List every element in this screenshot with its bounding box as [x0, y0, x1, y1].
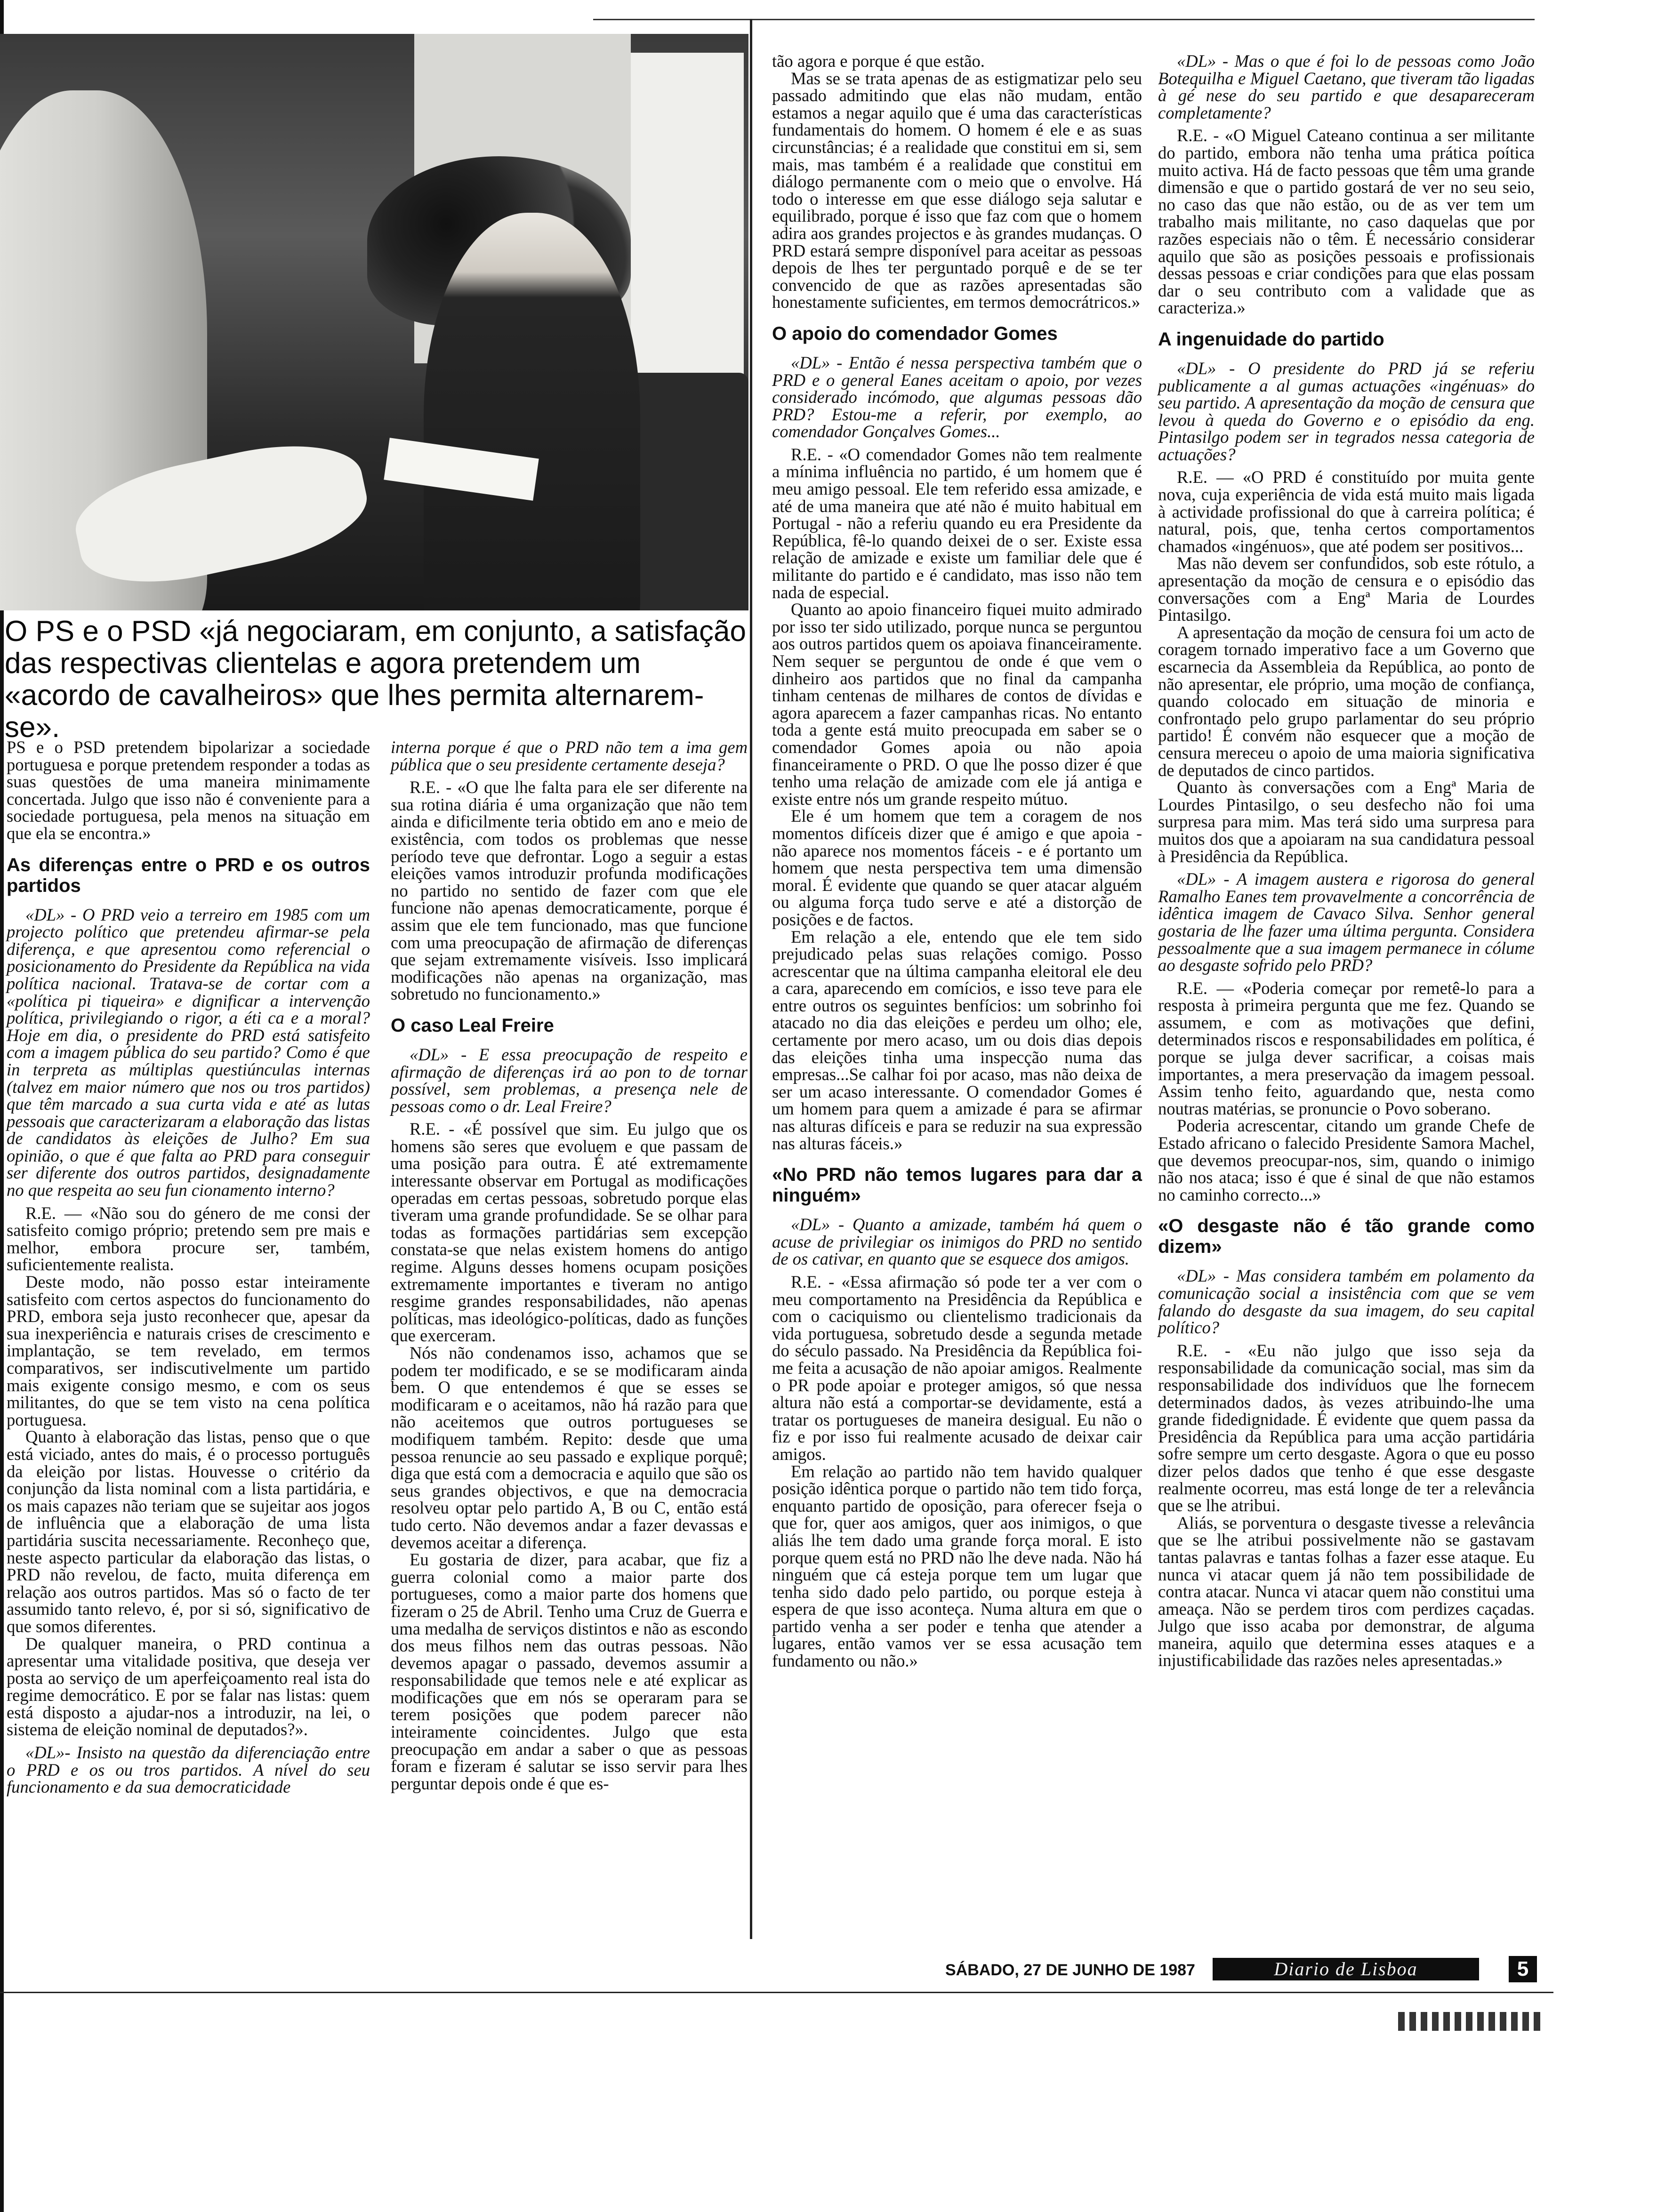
question: «DL» - O presidente do PRD já se referiu publicamente a al gumas actuações «ingénuas» do seu partido. A apresentação da moção de censura que levou à queda do Governo e o episódio da eng. Pintasilgo podem ser in tegrados nessa categoria de actuações? [1158, 358, 1535, 464]
paragraph: R.E. — «Não sou do género de me consi der satisfeito comigo próprio; pretendo sem pre mais e melhor, embora procure ser, também, suficientemente realista. [7, 1203, 370, 1274]
column-1 [7, 739, 370, 1796]
paragraph: R.E. — «O PRD é constituído por muita gente nova, cuja experiência de vida está muito mais ligada à actividade profissional do que à carreira política; é natural, pois, que, tenha certos comportamentos chamados «ingénuos», que até podem ser positivos... [1158, 467, 1535, 556]
question: «DL» - Mas considera também em polamento da comunicação social a insistência com que se vem falando do desgaste da sua imagem, do seu capital político? [1158, 1266, 1535, 1338]
question: «DL» - O PRD veio a terreiro em 1985 com um projecto político que pretendeu afirmar-se pela diferença, e que apresentou como referencial o posicionamento do Presidente da República na vida política nacional. Tratava-se de cortar com a «política pi tiqueira» e dignificar a intervenção política, privilegiando o rigor, a éti ca e a moral? Hoje em dia, o presidente do PRD está satisfeito com a imagem pública do seu partido? Como é que in terpreta as múltiplas questiúnculas internas (talvez em maior número que nos ou tros partidos) que têm marcado a sua curta vida e até as lutas pessoais que caracterizaram a elaboração das listas de candidatos às eleições de Julho? Em sua opinião, o que é que falta ao PRD para conseguir ser diferente dos outros partidos, designadamente no que respeita ao seu fun cionamento interno? [7, 905, 370, 1200]
issue-date: SÁBADO, 27 DE JUNHO DE 1987 [945, 1961, 1195, 1979]
footer-rule [0, 1992, 1553, 1993]
paragraph: Quanto à elaboração das listas, penso que o que está viciado, antes do mais, é o processo português da eleição por listas. Houvesse o critério da conjunção da lista nominal com a lista partidária, e os mais capazes não teriam que se sujeitar aos jogos de influência que a elaboração de uma lista partidária suscita necessariamente. Reconheço que, neste aspecto particular da elaboração das listas, o PRD não revelou, de facto, muita diferença em relação aos outros partidos. Mas só o facto de ter assumido tanto relevo, é, por si só, significativo de que somos diferentes. [7, 1427, 370, 1636]
photo-caption: O PS e o PSD «já negociaram, em conjunto, a satisfação das respectivas clientelas e agora pretendem um «acordo de cavalheiros» que lhes permita alternarem-se». [5, 615, 746, 744]
paragraph: Aliás, se porventura o desgaste tivesse a relevância que se lhe atribui possivelmente não se gastavam tantas palavras e tantas folhas a fazer esse ataque. Eu nunca vi atacar quem já não tem possibilidade de contra atacar. Nunca vi atacar quem não constitui uma ameaça. Não se perdem tiros com perdizes caçadas. Julgo que isso acaba por demonstrar, de alguma maneira, aquilo que determina esses ataques e a injustificabilidade das razões neles apresentadas.» [1158, 1513, 1535, 1670]
paragraph: R.E. - «O comendador Gomes não tem realmente a mínima influência no partido, é um homem que é meu amigo pessoal. Ele tem referido essa amizade, e até de uma maneira que até não é muito habitual em Portugal - não a referiu quando eu era Presidente da República, fê-lo quando deixei de o ser. Existe essa relação de amizade e existe um familiar dele que é militante do partido e é candidato, mas isso não tem nada de especial. [772, 444, 1142, 602]
paragraph: Mas se se trata apenas de as estigmatizar pelo seu passado admitindo que elas não mudam, então estamos a negar aquilo que é uma das características fundamentais do homem. O homem é ele e as suas circunstâncias; é a realidade que constitui em si, sem mais, mas também é a realidade que constitui em diálogo permanente com o meio que o envolve. Há todo o interesse em que esse diálogo seja salutar e equilibrado, porque é isso que faz com que o homem adira aos grandes projectos e às grandes mudanças. O PRD estará sempre disponível para aceitar as pessoas depois de lhes ter perguntado porquê e de se ter convencido de que as razões apresentadas são honestamente suficientes, em termos democrátricos.» [772, 68, 1142, 312]
question: «DL» - E essa preocupação de respeito e afirmação de diferenças irá ao pon to de tornar possível, sem problemas, a presença nele de pessoas como o dr. Leal Freire? [391, 1044, 748, 1116]
subheading: As diferenças entre o PRD e os outros partidos [7, 854, 370, 896]
paragraph: Deste modo, não posso estar inteiramente satisfeito com certos aspectos do funcionamento do PRD, embora seja justo reconhecer que, apesar da sua inexperiência e naturais crises de crescimento e implantação, se tem revelado, em termos comparativos, ser indiscutivelmente um partido mais exigente consigo mesmo, e com os seus militantes, do que se tem visto na cena política portuguesa. [7, 1272, 370, 1429]
top-rule [593, 19, 1535, 20]
question: «DL» - Quanto a amizade, também há quem o acuse de privilegiar os inimigos do PRD no sentido de os cativar, en quanto que se esquece dos amigos. [772, 1215, 1142, 1269]
column-3 [772, 53, 1142, 1670]
paragraph: Quanto ao apoio financeiro fiquei muito admirado por isso ter sido utilizado, porque nunca se perguntou aos outros partidos quem os apoiava financeiramente. Nem sequer se perguntou de onde é que vem o dinheiro aos partidos que no final da campanha tinham centenas de milhares de contos de dívidas e agora aparecem a fazer campanhas ricas. No entanto toda a gente está muito preocupada em saber se o comendador Gomes apoia ou não apoia financeiramente o PRD. O que lhe posso dizer é que tenho uma relação de amizade com ele já antiga e existe entre nós um grande respeito mútuo. [772, 600, 1142, 809]
subheading: «O desgaste não é tão grande como dizem» [1158, 1216, 1535, 1258]
question: interna porque é que o PRD não tem a ima gem pública que o seu presidente certamente deseja? [391, 737, 748, 774]
paragraph: PS e o PSD pretendem bipolarizar a sociedade portuguesa e porque pretendem responder a todas as suas questões de uma maneira minimamente concertada. Julgo que isso não é conveniente para a sociedade portuguesa, pela menos na situação em que ela se encontra.» [7, 737, 370, 843]
decorative-dots [1398, 2012, 1544, 2031]
paragraph: Ele é um homem que tem a coragem de nos momentos difíceis dizer que é amigo e que apoia - não aparece nos momentos fáceis - e é portanto um homem que nesta perspectiva tem uma dimensão moral. É evidente que quando se quer atacar alguém ou alguma força tudo serve e até a distorção de posições e de factos. [772, 806, 1142, 929]
question: «DL» - A imagem austera e rigorosa do general Ramalho Eanes tem provavelmente a concorrência de idêntica imagem de Cavaco Silva. Senhor general gostaria de lhe fazer uma última pergunta. Considera pessoalmente que a sua imagem permanece in cólume ao desgaste sofrido pelo PRD? [1158, 869, 1535, 975]
paragraph: R.E. — «Poderia começar por remetê-lo para a resposta à primeira pergunta que me fez. Quando se assumem, e com as motivações que defini, determinados riscos e responsabilidades em política, é porque se julga dever sacrificar, a coisas mais importantes, a mera preservação da imagem pessoal. Assim tenho feito, aguardando que, nesta como noutras matérias, se pronuncie o Povo soberano. [1158, 978, 1535, 1118]
subheading: «No PRD não temos lugares para dar a ninguém» [772, 1164, 1142, 1206]
paragraph: Mas não devem ser confundidos, sob este rótulo, a apresentação da moção de censura e o episódio das conversações com a Engª Maria de Lourdes Pintasilgo. [1158, 553, 1535, 625]
interview-photo [0, 34, 748, 610]
column-divider [750, 19, 752, 1939]
question: «DL» - Mas o que é foi lo de pessoas como João Botequilha e Miguel Caetano, que tiveram tão ligadas à gé nese do seu partido e que desapareceram completamente? [1158, 51, 1535, 122]
paragraph: tão agora e porque é que estão. [772, 51, 985, 71]
photo-interviewee [424, 213, 640, 610]
subheading: O caso Leal Freire [391, 1015, 554, 1036]
column-4 [1158, 53, 1535, 1669]
paragraph: R.E. - «O que lhe falta para ele ser diferente na sua rotina diária é uma organização que não tem ainda e dificilmente teria obtido em ano e meio de existência, com todos os problemas que nesse período teve que defrontar. Logo a seguir a estas eleições vamos introduzir profunda modificações no partido no sentido de fazer com que ele funcione não apenas democraticamente, porque é assim que ele tem funcionado, mas que funcione com uma preocupação de afirmação de diferenças que sejam extremamente visíveis. Isso implicará modificações não apenas na organização, mas sobretudo no funcionamento.» [391, 777, 748, 1004]
paragraph: Em relação a ele, entendo que ele tem sido prejudicado pelas suas relações comigo. Posso acrescentar que na última campanha eleitoral ele deu a cara, aparecendo em comícios, e isso teve para ele entre outros os seguintes benfícios: um sobrinho foi atacado no dia das eleições e perdeu um olho; ele, certamente por mero acaso, um ou dois dias depois das eleições tinha uma inspecção numa das empresas...Se calhar foi por acaso, mas não deixa de ser um acaso interessante. O comendador Gomes é um homem para quem a amizade é para se afirmar nas alturas difíceis e para se reduzir na sua expressão nas alturas fáceis.» [772, 927, 1142, 1153]
paragraph: R.E. - «Essa afirmação só pode ter a ver com o meu comportamento na Presidência da República e com o caciquismo ou clientelismo tradicionais da vida portuguesa, sobretudo desde a segunda metade do século passado. Na Presidência da República foi-me feita a acusação de não apoiar amigos. Realmente o PR pode apoiar e proteger amigos, só que nessa altura não está a comportar-se devidamente, está a tratar os portugueses de maneira desigual. Eu não o fiz e por isso fui realmente acusado de deixar cair amigos. [772, 1272, 1142, 1464]
paragraph: R.E. - «O Miguel Cateano continua a ser militante do partido, embora não tenha uma prática poítica muito activa. Há de facto pessoas que têm uma grande dimensão e que o partido gostará de ver no seu seio, no caso das que não estão, ou de as ver tem um trabalho mais militante, no caso daquelas que por razões especiais não o têm. É necessário considerar aquilo que são as posições pessoais e profissionais dessas pessoas e criar condições para que elas possam dar o seu contributo com a validade que as caracteriza.» [1158, 126, 1535, 318]
paragraph: Poderia acrescentar, citando um grande Chefe de Estado africano o falecido Presidente Samora Machel, que devemos preocupar-nos, sim, quando o inimigo não nos ataca; isso é que é sinal de que não estamos no caminho correcto...» [1158, 1116, 1535, 1204]
question: «DL»- Insisto na questão da diferenciação entre o PRD e os ou tros partidos. A nível do seu funcionamento e da sua democraticidade [7, 1743, 370, 1797]
column-2 [391, 739, 748, 1792]
paragraph: A apresentação da moção de censura foi um acto de coragem tornado imperativo face a um Governo que escarnecia da Assembleia da República, ao ponto de não apresentar, ele próprio, uma moção de confiança, quando colocado em situação de minoria e confrontado pelo grupo parlamentar do seu próprio partido! É convém não esquecer que a moção de censura mereceu o apoio de uma maioria significativa de deputados de cinco partidos. [1158, 622, 1535, 780]
subheading: A ingenuidade do partido [1158, 329, 1384, 350]
paragraph: R.E. - «Eu não julgo que isso seja da responsabilidade da comunicação social, mas sim da responsabilidade dos indivíduos que lhe fornecem determinados dados, às vezes atribuindo-lhe uma grande fidedignidade. É evidente que quem passa da Presidência da República para uma acção partidária sofre sempre um certo desgaste. Agora o que eu posso dizer pelos dados que tenho é que esse desgaste realmente ocorreu, mas está longe de ter a relevância que se lhe atribui. [1158, 1340, 1535, 1515]
paragraph: De qualquer maneira, o PRD continua a apresentar uma vitalidade positiva, que deseja ver posta ao serviço de um aperfeiçoamento real ista do regime democrático. E por se falar nas listas: quem está disposto a ajudar-nos a introduzir, na lei, o sistema de eleição nominal de deputados?». [7, 1634, 370, 1739]
paragraph: Eu gostaria de dizer, para acabar, que fiz a guerra colonial como a maior parte dos portugueses, como a maior parte dos homens que fizeram o 25 de Abril. Tenho uma Cruz de Guerra e uma medalha de serviços distintos e não as escondo dos meus filhos nem das outras pessoas. Não devemos apagar o passado, devemos assumir a responsabilidade que temos nele e até explicar as modificações que em nós se operaram para se terem posições que podem parecer não inteiramente coincidentes. Julgo que esta preocupação em andar a saber o que as pessoas foram e fizeram é salutar se isso servir para lhes perguntar depois onde é que es- [391, 1550, 748, 1793]
paragraph: Em relação ao partido não tem havido qualquer posição idêntica porque o partido não tem tido força, enquanto partido de oposição, para oferecer fseja o que for, quer aos amigos, quer aos inimigos, o que aliás lhe tem dado uma grande força moral. E isto porque quem está no PRD não lhe deve nada. Não há ninguém que cá esteja porque tem um lugar que tenha sido dado pelo partido, ou porque esteja à espera de que isso aconteça. Numa altura em que o partido venha a ser poder e tenha que atender a lugares, então vamos ver se essa acusação tem fundamento ou não.» [772, 1461, 1142, 1671]
newspaper-masthead: Diario de Lisboa [1213, 1958, 1479, 1980]
paragraph: Nós não condenamos isso, achamos que se podem ter modificado, e se se modificaram ainda bem. O que entendemos é que se esses se modificaram e o aceitamos, não há razão para que não aceitemos que outros portugueses se modifiquem também. Repito: desde que uma pessoa renuncie ao seu passado e explique porquê; diga que está com a democracia e aquilo que são os seus grandes objectivos, e que na democracia resolveu optar pelo partido A, B ou C, então está tudo certo. Não devemos andar a fazer devassas e devemos aceitar a diferença. [391, 1343, 748, 1552]
question: «DL» - Então é nessa perspectiva também que o PRD e o general Eanes aceitam o apoio, por vezes considerado incómodo, que algumas pessoas dão PRD? Estou-me a referir, por exemplo, ao comendador Gonçalves Gomes... [772, 353, 1142, 441]
subheading: O apoio do comendador Gomes [772, 323, 1058, 344]
paragraph: Quanto às conversações com a Engª Maria de Lourdes Pintasilgo, o seu desfecho não foi uma surpresa para mim. Mas terá sido uma surpresa para muitos dos que a apoiaram na sua candidatura pessoal à Presidência da República. [1158, 777, 1535, 866]
paragraph: R.E. - «É possível que sim. Eu julgo que os homens são seres que evoluem e que passam de uma posição para outra. É até extremamente interessante observar em Portugal as modificações operadas em certas pessoas, sobretudo porque elas tiveram uma grande profundidade. Se se olhar para todas as formações partidárias sem excepção constata-se que nelas existem homens do antigo regime. Alguns desses homens ocupam posições extremamente importantes e tiveram no antigo resgime grandes responsabilidades, não apenas políticas, mas ideológico-políticas, dado as funções que exerceram. [391, 1119, 748, 1346]
page-number: 5 [1509, 1956, 1537, 1982]
